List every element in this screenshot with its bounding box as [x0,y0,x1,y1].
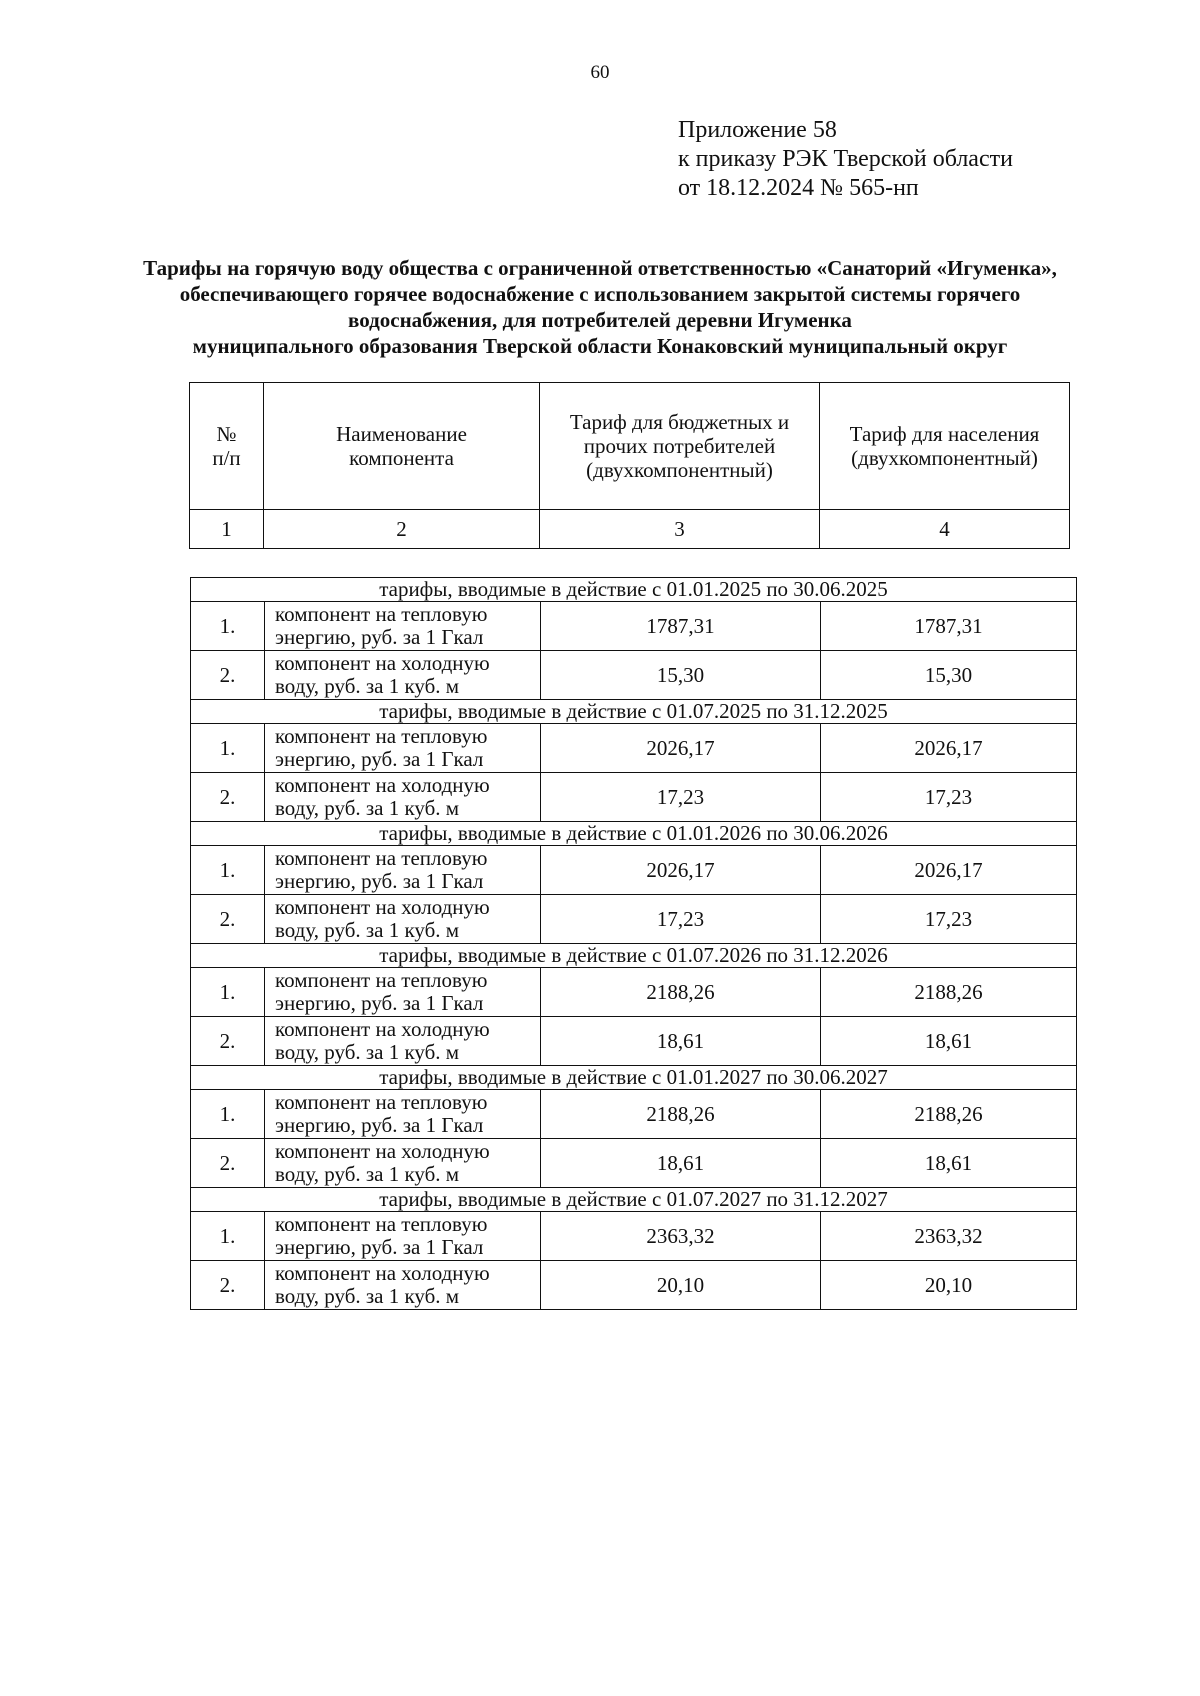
component-name-line: компонент на тепловую [275,846,488,870]
appendix-reference [678,116,1013,203]
header-text: прочих потребителей [583,434,776,458]
population-tariff-value: 1787,31 [821,602,1077,651]
population-tariff-value: 2026,17 [821,846,1077,895]
period-row [191,578,1077,602]
component-name-line: компонент на тепловую [275,968,488,992]
component-name-line: воду, руб. за 1 куб. м [275,918,460,942]
appendix-line: Приложение 58 [678,117,837,143]
population-tariff-value: 18,61 [821,1017,1077,1066]
tariff-data-table [190,577,1077,1310]
component-name-line: компонент на холодную [275,773,490,797]
appendix-line: от 18.12.2024 № 565-нп [678,175,919,201]
budget-tariff-value: 2188,26 [541,968,821,1017]
header-text: (двухкомпонентный) [851,446,1038,470]
period-row [191,1188,1077,1212]
column-number: 1 [190,510,264,549]
header-text: № [216,422,237,446]
period-label: тарифы, вводимые в действие с 01.01.2027 по 30.06.2027 [191,1066,1077,1090]
budget-tariff-value: 2188,26 [541,1090,821,1139]
row-number: 1. [191,846,265,895]
component-name-line: компонент на холодную [275,1139,490,1163]
component-name [265,651,541,700]
component-name-line: воду, руб. за 1 куб. м [275,1040,460,1064]
component-name-line: энергию, руб. за 1 Гкал [275,869,484,893]
header-text: Тариф для населения [849,422,1040,446]
period-row [191,1066,1077,1090]
title-line: Тарифы на горячую воду общества с ограниченной ответственностью «Санаторий «Игуменка», [143,256,1057,280]
table-row [191,1090,1077,1139]
row-number: 2. [191,773,265,822]
table-row [191,773,1077,822]
component-name-line: воду, руб. за 1 куб. м [275,796,460,820]
budget-tariff-value: 15,30 [541,651,821,700]
component-name-line: компонент на холодную [275,651,490,675]
table-row [191,602,1077,651]
component-name-line: компонент на тепловую [275,724,488,748]
appendix-line: к приказу РЭК Тверской области [678,146,1013,172]
budget-tariff-value: 17,23 [541,895,821,944]
title-line: обеспечивающего горячее водоснабжение с использованием закрытой системы горячего [179,282,1021,306]
component-name-line: воду, руб. за 1 куб. м [275,674,460,698]
period-label: тарифы, вводимые в действие с 01.07.2027 по 31.12.2027 [191,1188,1077,1212]
row-number: 2. [191,1017,265,1066]
header-cell-component [264,383,540,510]
period-label: тарифы, вводимые в действие с 01.07.2026 по 31.12.2026 [191,944,1077,968]
period-label: тарифы, вводимые в действие с 01.01.2026 по 30.06.2026 [191,822,1077,846]
row-number: 1. [191,602,265,651]
budget-tariff-value: 2363,32 [541,1212,821,1261]
title-line: водоснабжения, для потребителей деревни Игуменка [348,308,852,332]
component-name-line: воду, руб. за 1 куб. м [275,1162,460,1186]
component-name-line: компонент на холодную [275,895,490,919]
budget-tariff-value: 2026,17 [541,724,821,773]
document-title [100,255,1100,359]
component-name [265,1090,541,1139]
table-row [191,651,1077,700]
column-number: 3 [540,510,820,549]
component-name [265,968,541,1017]
population-tariff-value: 2188,26 [821,968,1077,1017]
title-line: муниципального образования Тверской области Конаковский муниципальный округ [192,334,1008,358]
population-tariff-value: 2188,26 [821,1090,1077,1139]
component-name [265,846,541,895]
population-tariff-value: 15,30 [821,651,1077,700]
budget-tariff-value: 18,61 [541,1017,821,1066]
component-name-line: энергию, руб. за 1 Гкал [275,1113,484,1137]
budget-tariff-value: 20,10 [541,1261,821,1310]
column-number: 4 [820,510,1070,549]
population-tariff-value: 20,10 [821,1261,1077,1310]
budget-tariff-value: 17,23 [541,773,821,822]
component-name [265,1261,541,1310]
population-tariff-value: 2363,32 [821,1212,1077,1261]
period-label: тарифы, вводимые в действие с 01.07.2025 по 31.12.2025 [191,700,1077,724]
budget-tariff-value: 18,61 [541,1139,821,1188]
component-name [265,1139,541,1188]
component-name-line: энергию, руб. за 1 Гкал [275,747,484,771]
component-name-line: компонент на тепловую [275,1212,488,1236]
row-number: 2. [191,895,265,944]
component-name-line: компонент на тепловую [275,602,488,626]
table-row [191,1212,1077,1261]
header-cell-number [190,383,264,510]
component-name-line: воду, руб. за 1 куб. м [275,1284,460,1308]
header-text: Наименование [336,422,467,446]
population-tariff-value: 2026,17 [821,724,1077,773]
component-name [265,724,541,773]
table-row [191,724,1077,773]
component-name-line: компонент на холодную [275,1017,490,1041]
period-row [191,944,1077,968]
page-number: 60 [590,62,610,83]
header-text: компонента [349,446,454,470]
row-number: 1. [191,1090,265,1139]
component-name-line: энергию, руб. за 1 Гкал [275,1235,484,1259]
row-number: 1. [191,724,265,773]
header-cell-budget-tariff [540,383,820,510]
table-row [191,1139,1077,1188]
table-row [191,895,1077,944]
table-row [191,1261,1077,1310]
header-text: п/п [212,446,241,470]
header-text: (двухкомпонентный) [586,458,773,482]
component-name [265,602,541,651]
table-row [191,1017,1077,1066]
population-tariff-value: 18,61 [821,1139,1077,1188]
component-name [265,1017,541,1066]
period-row [191,700,1077,724]
population-tariff-value: 17,23 [821,773,1077,822]
budget-tariff-value: 2026,17 [541,846,821,895]
header-text: Тариф для бюджетных и [569,410,790,434]
header-cell-population-tariff [820,383,1070,510]
table-row [191,846,1077,895]
row-number: 2. [191,651,265,700]
component-name-line: энергию, руб. за 1 Гкал [275,625,484,649]
table-row [191,968,1077,1017]
row-number: 2. [191,1261,265,1310]
component-name-line: компонент на холодную [275,1261,490,1285]
component-name [265,773,541,822]
component-name [265,1212,541,1261]
period-row [191,822,1077,846]
row-number: 1. [191,1212,265,1261]
tariff-header-table [189,382,1070,549]
population-tariff-value: 17,23 [821,895,1077,944]
period-label: тарифы, вводимые в действие с 01.01.2025 по 30.06.2025 [191,578,1077,602]
row-number: 1. [191,968,265,1017]
column-number-row [190,510,1070,549]
budget-tariff-value: 1787,31 [541,602,821,651]
component-name-line: компонент на тепловую [275,1090,488,1114]
row-number: 2. [191,1139,265,1188]
column-number: 2 [264,510,540,549]
component-name-line: энергию, руб. за 1 Гкал [275,991,484,1015]
component-name [265,895,541,944]
header-row [190,383,1070,510]
